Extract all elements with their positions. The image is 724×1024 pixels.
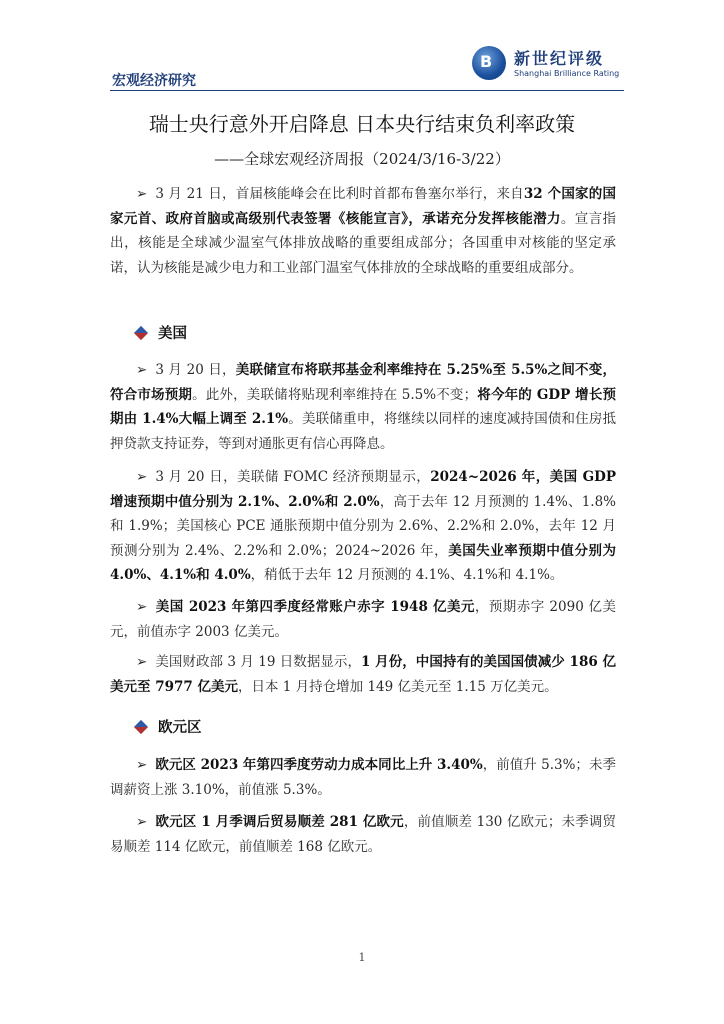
- eu-paragraph-trade: ➢ 欧元区 1 月季调后贸易顺差 281 亿欧元，前值顺差 130 亿欧元；未季调贸易顺差 114 亿欧元，前值顺差 168 亿欧元。: [110, 814, 616, 855]
- arrow-bullet-icon: ➢: [136, 814, 148, 830]
- arrow-bullet-icon: ➢: [136, 362, 148, 378]
- logo-english-name: Shanghai Brilliance Rating: [514, 69, 620, 78]
- diamond-bullet-icon: [134, 326, 148, 340]
- arrow-bullet-icon: ➢: [136, 469, 148, 485]
- arrow-bullet-icon: ➢: [136, 599, 148, 615]
- header-divider: [110, 90, 624, 91]
- us-paragraph-fed-rate: ➢ 3 月 20 日，美联储宣布将联邦基金利率维持在 5.25%至 5.5%之间不变，符合市场预期。此外，美联储将贴现利率维持在 5.5%不变；将今年的 GDP 增长预期由 1.4%大幅上调至 2.1%。美联储重申，将继续以同样的速度减持国债和住房抵押贷款支持证券，等到对通胀更有信心再降息。: [110, 362, 617, 452]
- header-section-title: 宏观经济研究: [112, 73, 196, 89]
- us-paragraph-fomc: ➢ 3 月 20 日，美联储 FOMC 经济预期显示，2024~2026 年，美国 GDP 增速预期中值分别为 2.1%、2.0%和 2.0%，高于去年 12 月预测的 1.4%、1.8%和 1.9%；美国核心 PCE 通胀预期中值分别为 2.6%、2.2%和 2.0%，去年 12 月预测分别为 2.4%、2.2%和 2.0%；2024~2026 年，美国失业率预期中值分别为 4.0%、4.1%和 4.0%，稍低于去年 12 月预测的 4.1%、4.1%和 4.1%。: [110, 469, 616, 584]
- arrow-bullet-icon: ➢: [136, 186, 148, 202]
- diamond-bullet-icon: [134, 720, 148, 734]
- section-heading-eurozone: 欧元区: [136, 716, 202, 737]
- us-paragraph-current-account: ➢ 美国 2023 年第四季度经常账户赤字 1948 亿美元，预期赤字 2090 亿美元，前值赤字 2003 亿美元。: [110, 599, 616, 640]
- brand-logo: [472, 44, 632, 88]
- eu-paragraph-labor-cost: ➢ 欧元区 2023 年第四季度劳动力成本同比上升 3.40%，前值升 5.3%；未季调薪资上涨 3.10%，前值涨 5.3%。: [110, 757, 616, 798]
- us-paragraph-treasury: ➢ 美国财政部 3 月 19 日数据显示，1 月份，中国持有的美国国债减少 186 亿美元至 7977 亿美元，日本 1 月持仓增加 149 亿美元至 1.15 万亿美元。: [110, 654, 616, 695]
- page-title: 瑞士央行意外开启降息 日本央行结束负利率政策: [148, 112, 576, 136]
- intro-paragraph: ➢ 3 月 21 日，首届核能峰会在比利时首都布鲁塞尔举行，来自32 个国家的国家元首、政府首脑或高级别代表签署《核能宣言》，承诺充分发挥核能潜力。宣言指出，核能是全球减少温室气体排放战略的重要组成部分；各国重申对核能的坚定承诺，认为核能是减少电力和工业部门温室气体排放的全球战略的重要组成部分。: [110, 186, 617, 276]
- logo-emblem-icon: B: [472, 46, 506, 80]
- arrow-bullet-icon: ➢: [136, 757, 148, 773]
- page-subtitle: ——全球宏观经济周报（2024/3/16-3/22）: [214, 150, 510, 168]
- section-heading-us: 美国: [136, 322, 187, 343]
- arrow-bullet-icon: ➢: [136, 654, 148, 670]
- page-number: 1: [358, 951, 366, 964]
- logo-chinese-name: 新世纪评级: [514, 49, 605, 68]
